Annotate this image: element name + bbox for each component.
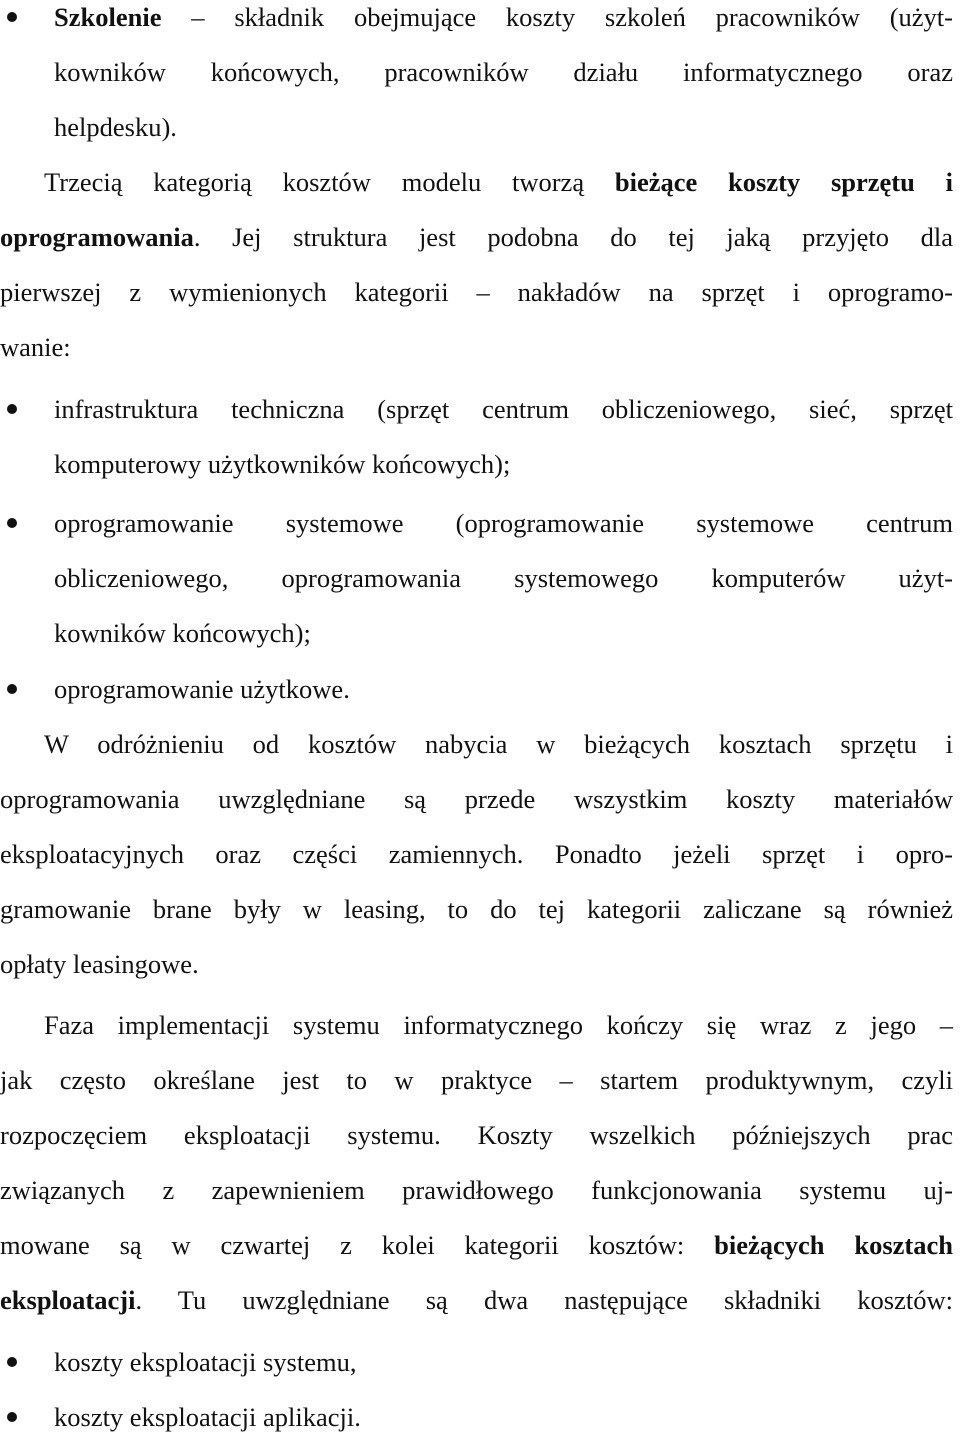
bullet-icon (7, 1412, 17, 1422)
text-line: związanych z zapewnieniem prawidłowego funkcjonowania systemu uj- (0, 1175, 953, 1205)
bullet-icon (7, 12, 17, 22)
text-line: kowników końcowych); (54, 618, 311, 648)
bold-term: eksploatacji (0, 1285, 136, 1315)
text-line: gramowanie brane były w leasing, to do tej kategorii zaliczane są również (0, 894, 953, 924)
bullet-icon (7, 1357, 17, 1367)
text-line: komputerowy użytkowników końcowych); (54, 449, 511, 479)
text-line: rozpoczęciem eksploatacji systemu. Koszty wszelkich późniejszych prac (0, 1120, 953, 1150)
text-line: pierwszej z wymienionych kategorii – nakładów na sprzęt i oprogramo- (0, 277, 953, 307)
text-line: helpdesku). (54, 112, 177, 142)
text-line: Faza implementacji systemu informatycznego kończy się wraz z jego – (44, 1010, 953, 1040)
bullet-icon (7, 684, 17, 694)
text-line: Szkolenie – składnik obejmujące koszty szkoleń pracowników (użyt- (54, 2, 953, 32)
bold-term: oprogramowania (0, 222, 194, 252)
bold-term: Szkolenie (54, 2, 162, 32)
bullet-icon (7, 518, 17, 528)
text-line: oprogramowania. Jej struktura jest podobna do tej jaką przyjęto dla (0, 222, 953, 252)
text-line: oprogramowanie systemowe (oprogramowanie systemowe centrum (54, 508, 953, 538)
text-line: kowników końcowych, pracowników działu informatycznego oraz (54, 57, 953, 87)
text-line: Trzecią kategorią kosztów modelu tworzą bieżące koszty sprzętu i (44, 167, 953, 197)
text-line: oprogramowania uwzględniane są przede wszystkim koszty materiałów (0, 784, 953, 814)
text-line: mowane są w czwartej z kolei kategorii kosztów: bieżących kosztach (0, 1230, 953, 1260)
text-line: opłaty leasingowe. (0, 949, 199, 979)
text-line: oprogramowanie użytkowe. (54, 674, 350, 704)
text-line: infrastruktura techniczna (sprzęt centrum obliczeniowego, sieć, sprzęt (54, 394, 953, 424)
bold-term: bieżące koszty sprzętu i (614, 167, 953, 197)
text-line: eksploatacji. Tu uwzględniane są dwa następujące składniki kosztów: (0, 1285, 953, 1315)
text-line: obliczeniowego, oprogramowania systemowego komputerów użyt- (54, 563, 953, 593)
text-line: jak często określane jest to w praktyce – startem produktywnym, czyli (0, 1065, 953, 1095)
bold-term: bieżących kosztach (714, 1230, 953, 1260)
text-line: eksploatacyjnych oraz części zamiennych. Ponadto jeżeli sprzęt i opro- (0, 839, 953, 869)
text-line: koszty eksploatacji aplikacji. (54, 1402, 361, 1432)
text-line: koszty eksploatacji systemu, (54, 1347, 357, 1377)
bullet-icon (7, 404, 17, 414)
text-line: W odróżnieniu od kosztów nabycia w bieżących kosztach sprzętu i (44, 729, 953, 759)
text-line: wanie: (0, 332, 71, 362)
